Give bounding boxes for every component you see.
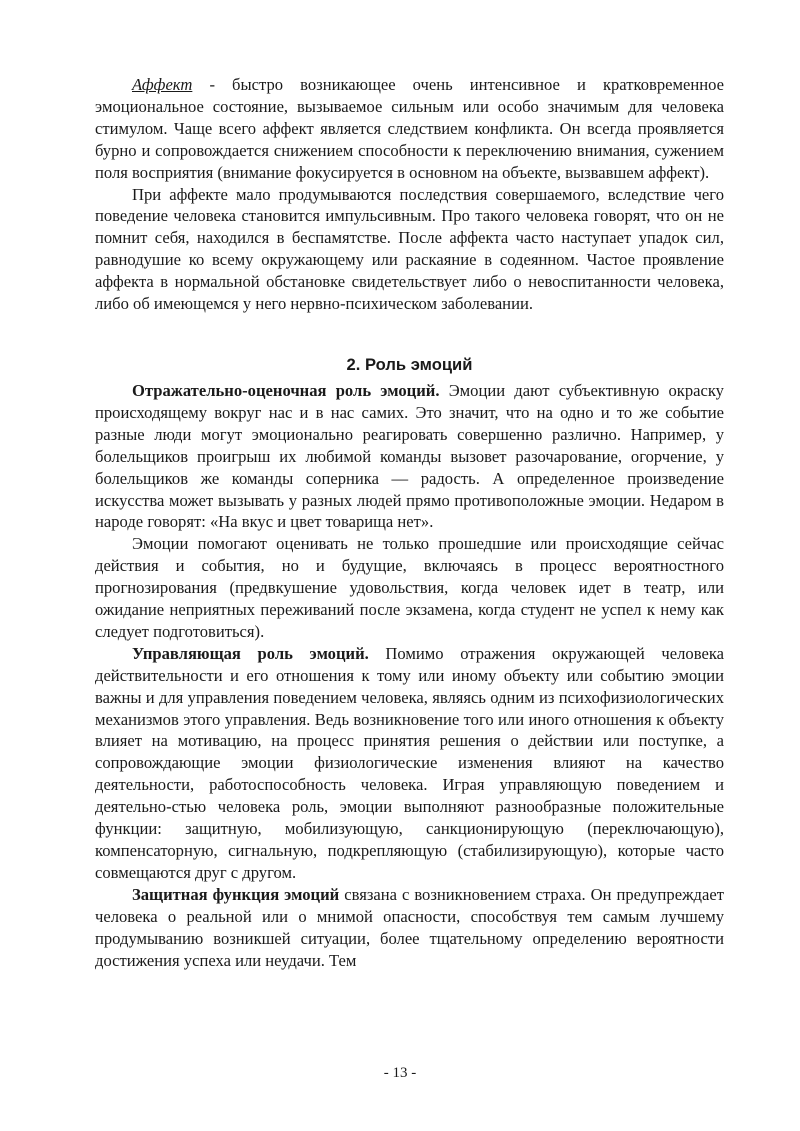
paragraph-text: Эмоции помогают оценивать не только прошедшие или происходящие сейчас действия и события, но и будущие, включаясь в процесс вероятностного прогнозирования (предвкушение удовольствия, когда человек идет в театр, или ожидание неприятных переживаний после экзамена, когда студент не успел к нему как следует подготовиться).: [95, 534, 724, 641]
paragraph-lead: Отражательно-оценочная роль эмоций.: [132, 380, 440, 400]
paragraph-lead: Защитная функция эмоций: [132, 884, 340, 904]
paragraph-reflective-role: [95, 380, 724, 533]
paragraph-text: Помимо отражения окружающей человека действительности и его отношения к тому или иному объекту или событию эмоции важны и для управления поведением человека, являясь одним из психофизиологических механизмов этого управления. Ведь возникновение того или иного отношения к объекту влияет на мотивацию, на процесс принятия решения о действии или поступке, а сопровождающие эмоции физиологические изменения влияют на качество деятельности, работоспособность человека. Играя управляющую поведением и деятельно-стью человека роль, эмоции выполняют разнообразные положительные функции: защитную, мобилизующую, санкционирующую (переключающую), компенсаторную, сигнальную, подкрепляющую (стабилизирующую), которые часто совмещаются друг с другом.: [95, 643, 724, 882]
paragraph-control-role: [95, 643, 724, 884]
term-affect: Аффект: [132, 75, 193, 94]
paragraph-lead: Управляющая роль эмоций.: [132, 643, 369, 663]
paragraph-protective-function: [95, 884, 724, 972]
paragraph-text: связана с возникновением страха. Он предупреждает человека о реальной или о мнимой опасности, способствуя тем самым лучшему продумыванию возникшей ситуации, более тщательному определению вероятности достижения успеха или неудачи. Тем: [95, 884, 724, 970]
section-heading: 2. Роль эмоций: [346, 354, 473, 374]
document-page: [95, 74, 724, 971]
paragraph-text: Эмоции дают субъективную окраску происходящему вокруг нас и в нас самих. Это значит, что на одно и то же событие разные люди могут эмоционально реагировать совершенно различно. Например, у болельщиков проигрыш их любимой команды вызовет разочарование, огорчение, у болельщиков же команды соперника — радость. А определенное произведение искусства может вызывать у разных людей прямо противоположные эмоции. Недаром в народе говорят: «На вкус и цвет товарища нет».: [95, 380, 724, 532]
paragraph-affect-consequences: [95, 184, 724, 315]
paragraph-text: - быстро возникающее очень интенсивное и кратковременное эмоциональное состояние, вызываемое сильным или особо значимым для человека стимулом. Чаще всего аффект является следствием конфликта. Он всегда проявляется бурно и сопровождается снижением способности к переключению внимания, сужением поля восприятия (внимание фокусируется в основном на объекте, вызвавшем аффект).: [95, 75, 724, 182]
paragraph-affect-definition: [95, 74, 724, 184]
page-number: - 13 -: [383, 1065, 417, 1081]
paragraph-forecasting: [95, 533, 724, 643]
paragraph-text: При аффекте мало продумываются последствия совершаемого, вследствие чего поведение человека становится импульсивным. Про такого человека говорят, что он не помнит себя, находился в беспамятстве. После аффекта часто наступает упадок сил, равнодушие ко всему окружающему или раскаяние в содеянном. Частое проявление аффекта в нормальной обстановке свидетельствует либо о невоспитанности человека, либо об имеющемся у него нервно-психическом заболевании.: [95, 184, 724, 314]
